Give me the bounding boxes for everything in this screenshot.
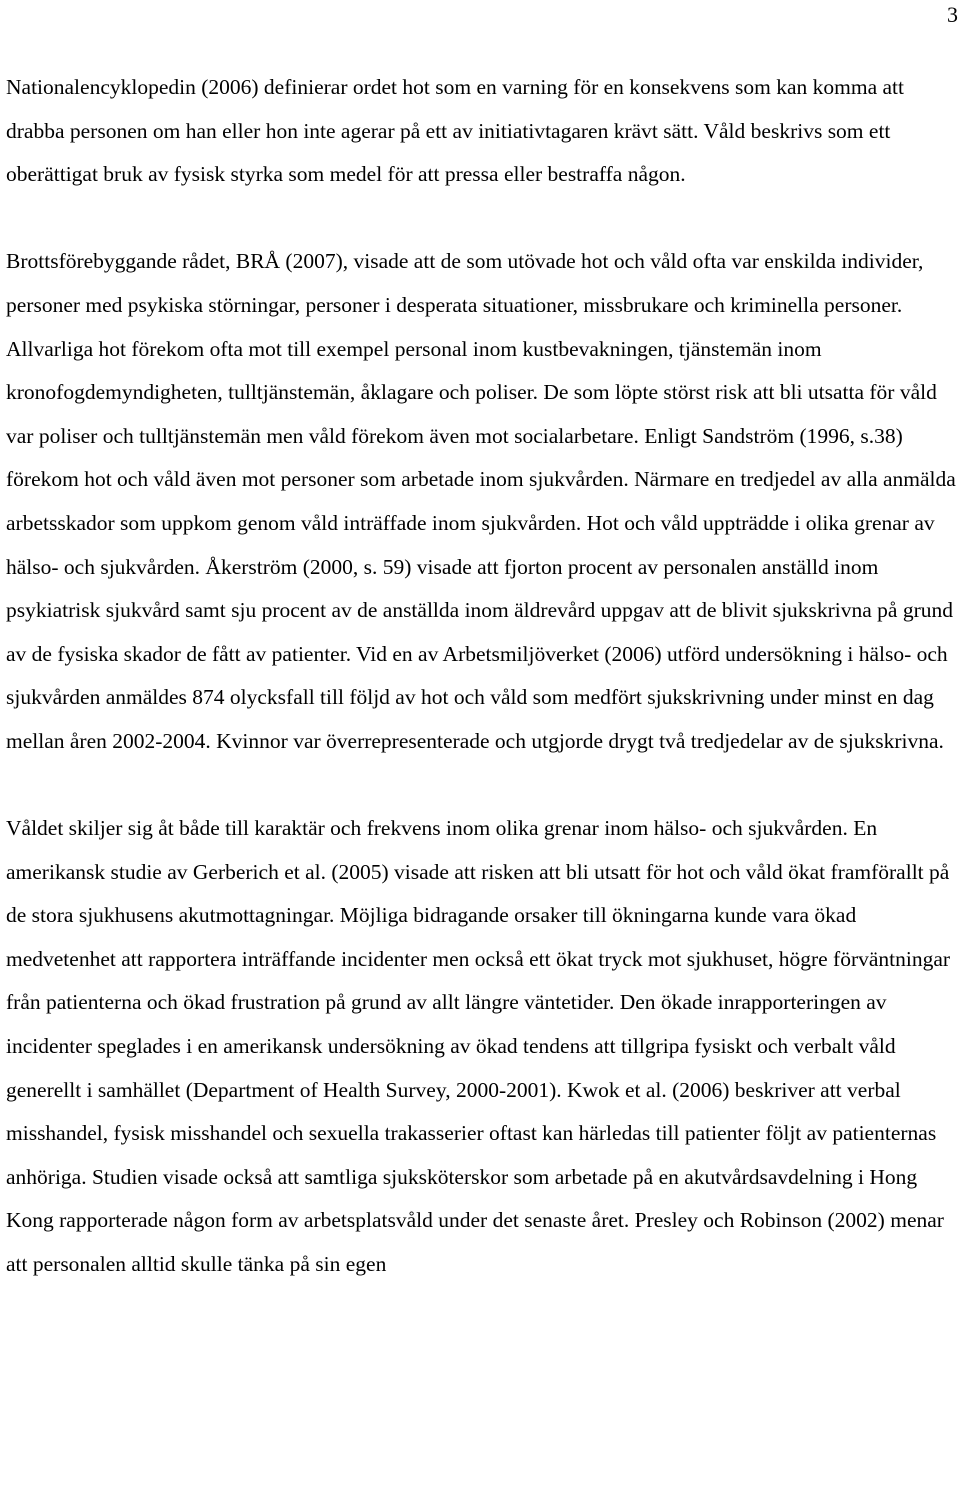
document-body bbox=[6, 66, 958, 1287]
page-number: 3 bbox=[947, 2, 958, 27]
paragraph-violence-differences: Våldet skiljer sig åt både till karaktär och frekvens inom olika grenar inom hälso- och sjukvården. En amerikansk studie av Gerberich et al. (2005) visade att risken att bli utsatt för hot och våld ökat framförallt på de stora sjukhusens akutmottagningar. Möjliga bidragande orsaker till ökningarna kunde vara ökad medvetenhet att rapportera inträffande incidenter men också ett ökat tryck mot sjukhuset, högre förväntningar från patienterna och ökad frustration på grund av allt längre väntetider. Den ökade inrapporteringen av incidenter speglades i en amerikansk undersökning av ökad tendens att tillgripa fysiskt och verbalt våld generellt i samhället (Department of Health Survey, 2000-2001). Kwok et al. (2006) beskriver att verbal misshandel, fysisk misshandel och sexuella trakasserier oftast kan härledas till patienter följt av patienternas anhöriga. Studien visade också att samtliga sjuksköterskor som arbetade på en akutvårdsavdelning i Hong Kong rapporterade någon form av arbetsplatsvåld under det senaste året. Presley och Robinson (2002) menar att personalen alltid skulle tänka på sin egen bbox=[6, 816, 951, 1277]
paragraph-bra-study: Brottsförebyggande rådet, BRÅ (2007), visade att de som utövade hot och våld ofta var enskilda individer, personer med psykiska störningar, personer i desperata situationer, missbrukare och kriminella personer. Allvarliga hot förekom ofta mot till exempel personal inom kustbevakningen, tjänstemän inom kronofogdemyndigheten, tulltjänstemän, åklagare och poliser. De som löpte störst risk att bli utsatta för våld var poliser och tulltjänstemän men våld förekom även mot socialarbetare. Enligt Sandström (1996, s.38) förekom hot och våld även mot personer som arbetade inom sjukvården. Närmare en tredjedel av alla anmälda arbetsskador som uppkom genom våld inträffade inom sjukvården. Hot och våld uppträdde i olika grenar av hälso- och sjukvården. Åkerström (2000, s. 59) visade att fjorton procent av personalen anställd inom psykiatrisk sjukvård samt sju procent av de anställda inom äldrevård uppgav att de blivit sjukskrivna på grund av de fysiska skador de fått av patienter. Vid en av Arbetsmiljöverket (2006) utförd undersökning i hälso- och sjukvården anmäldes 874 olycksfall till följd av hot och våld som medfört sjukskrivning under minst en dag mellan åren 2002-2004. Kvinnor var överrepresenterade och utgjorde drygt två tredjedelar av de sjukskrivna. bbox=[6, 249, 956, 753]
paragraph-definitions: Nationalencyklopedin (2006) definierar ordet hot som en varning för en konsekvens som kan komma att drabba personen om han eller hon inte agerar på ett av initiativtagaren krävt sätt. Våld beskrivs som ett oberättigat bruk av fysisk styrka som medel för att pressa eller bestraffa någon. bbox=[6, 75, 904, 187]
